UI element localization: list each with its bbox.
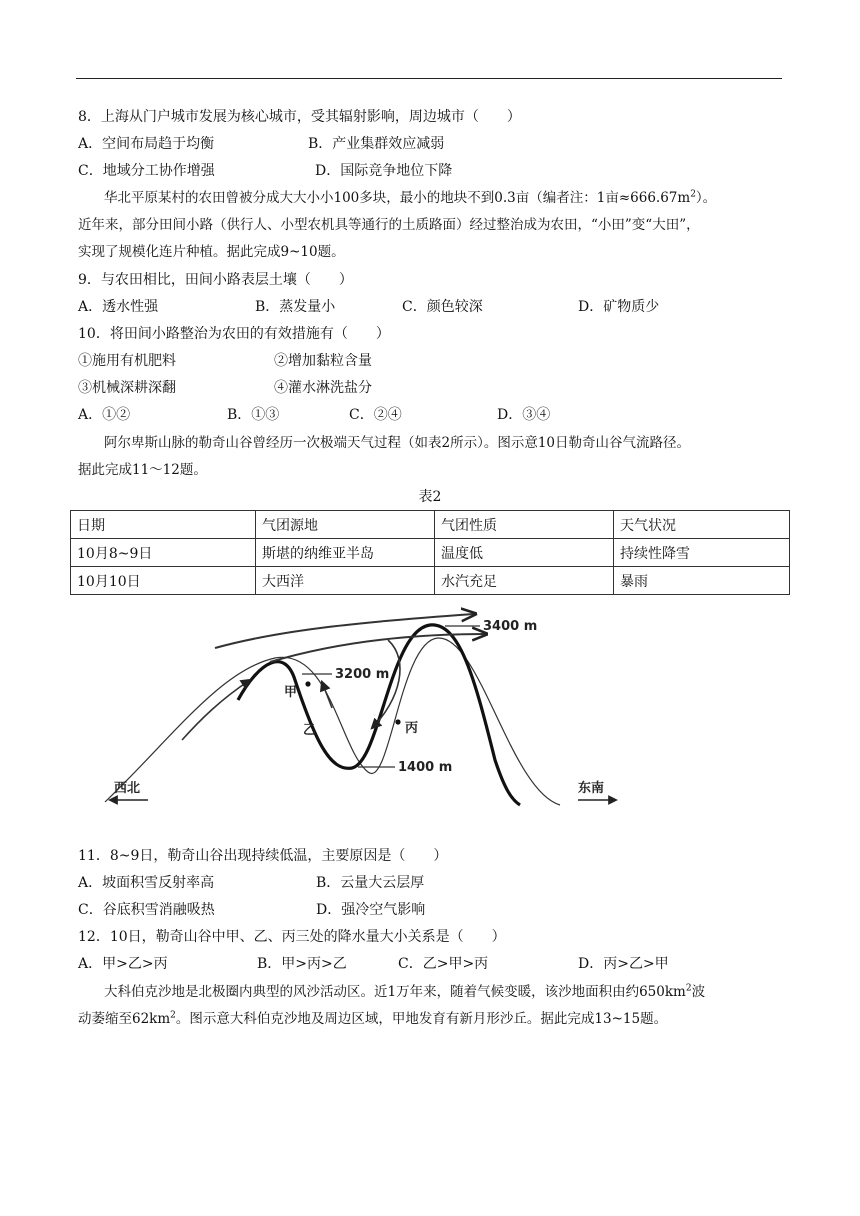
mountain-profile [238, 625, 520, 805]
passage1-line1: 华北平原某村的农田曾被分成大大小小100多块，最小的地块不到0.3亩（编者注：1亩$\approx 666.67m^2$）。 [104, 189, 717, 206]
passage1-line2: 近年来，部分田间小路（供行人、小型农机具等通行的土质路面）经过整治成为农田，“小田”变“大田”， [78, 217, 700, 233]
table-header-row [71, 511, 790, 539]
terrain-outline [105, 638, 560, 805]
q11-option-a[interactable]: A．坡面积雪反射率高 [78, 875, 215, 891]
header-rule [76, 78, 782, 79]
table-cell: 持续性降雪 [614, 539, 790, 567]
q10-option-a[interactable]: A．①② [78, 407, 131, 423]
label-3400: 3400 m [483, 619, 538, 634]
passage3-line2: 动萎缩至$62km^2$。图示意大科伯克沙地及周边区域，甲地发育有新月形沙丘。据此完成13~15题。 [78, 1010, 668, 1027]
q8-option-d[interactable]: D．国际竞争地位下降 [315, 163, 453, 179]
q11-option-d[interactable]: D．强冷空气影响 [316, 902, 426, 918]
table-cell: 斯堪的纳维亚半岛 [256, 539, 435, 567]
q10-option-c[interactable]: C．②④ [349, 407, 402, 423]
q12-option-b[interactable]: B．甲>丙>乙 [257, 956, 347, 972]
q12-option-d[interactable]: D．丙>乙>甲 [578, 956, 669, 972]
q10-option-b[interactable]: B．①③ [227, 407, 280, 423]
label-yi: 乙 [303, 723, 317, 738]
table2 [70, 510, 790, 595]
q9-option-a[interactable]: A．透水性强 [78, 299, 159, 315]
q12-stem: 12．10日，勒奇山谷中甲、乙、丙三处的降水量大小关系是（ ） [78, 929, 506, 945]
passage2-line1: 阿尔卑斯山脉的勒奇山谷曾经历一次极端天气过程（如表2所示）。图示意10日勒奇山谷气流路径。 [104, 435, 691, 451]
q9-option-c[interactable]: C．颜色较深 [402, 299, 483, 315]
q11-option-c[interactable]: C．谷底积雪消融吸热 [78, 902, 215, 918]
table-header-cell: 日期 [71, 511, 256, 539]
q9-option-d[interactable]: D．矿物质少 [578, 299, 660, 315]
table-header-cell: 天气状况 [614, 511, 790, 539]
passage3-line1: 大科伯克沙地是北极圈内典型的风沙活动区。近1万年来，随着气候变暖，该沙地面积由约$650km^2$波 [104, 983, 706, 1000]
q10-item-3: ③机械深耕深翻 [78, 380, 176, 396]
passage2-line2: 据此完成11～12题。 [78, 462, 207, 478]
q8-option-a[interactable]: A．空间布局趋于均衡 [78, 136, 215, 152]
table-cell: 水汽充足 [435, 567, 614, 595]
label-jia: 甲 [284, 685, 298, 700]
table2-caption: 表2 [418, 489, 442, 505]
label-1400: 1400 m [398, 760, 453, 775]
q10-item-4: ④灌水淋洗盐分 [274, 380, 372, 396]
q9-option-b[interactable]: B．蒸发量小 [255, 299, 336, 315]
q11-option-b[interactable]: B．云量大云层厚 [316, 875, 425, 891]
q11-stem: 11．8~9日，勒奇山谷出现持续低温，主要原因是（ ） [78, 848, 448, 864]
label-northwest: 西北 [114, 781, 141, 796]
table-cell: 暴雨 [614, 567, 790, 595]
upper-airflow-arrow [215, 614, 474, 648]
q8-stem: 8．上海从门户城市发展为核心城市，受其辐射影响，周边城市（ ） [78, 109, 521, 125]
point-jia-marker [305, 681, 310, 686]
passage1-line3: 实现了规模化连片种植。据此完成9~10题。 [78, 244, 345, 260]
q12-option-c[interactable]: C．乙>甲>丙 [398, 956, 489, 972]
valley-airflow-diagram [100, 600, 640, 815]
yi-upslope-arrow [322, 682, 332, 708]
table-row [71, 567, 790, 595]
q9-stem: 9．与农田相比，田间小路表层土壤（ ） [78, 272, 353, 288]
label-3200: 3200 m [335, 667, 390, 682]
table-row [71, 539, 790, 567]
table-cell: 10月8~9日 [71, 539, 256, 567]
point-bing-marker [395, 719, 400, 724]
table-cell: 温度低 [435, 539, 614, 567]
q8-option-b[interactable]: B．产业集群效应减弱 [308, 136, 445, 152]
q12-option-a[interactable]: A．甲>乙>丙 [78, 956, 168, 972]
q10-item-1: ①施用有机肥料 [78, 353, 176, 369]
table-cell: 10月10日 [71, 567, 256, 595]
q10-stem: 10．将田间小路整治为农田的有效措施有（ ） [78, 326, 390, 342]
q10-option-d[interactable]: D．③④ [497, 407, 551, 423]
q8-option-c[interactable]: C．地域分工协作增强 [78, 163, 215, 179]
table-header-cell: 气团性质 [435, 511, 614, 539]
table-cell: 大西洋 [256, 567, 435, 595]
windward-rising-arrow [182, 680, 250, 740]
table-header-cell: 气团源地 [256, 511, 435, 539]
label-southeast: 东南 [578, 781, 605, 796]
q10-item-2: ②增加黏粒含量 [274, 353, 372, 369]
label-bing: 丙 [405, 721, 419, 736]
